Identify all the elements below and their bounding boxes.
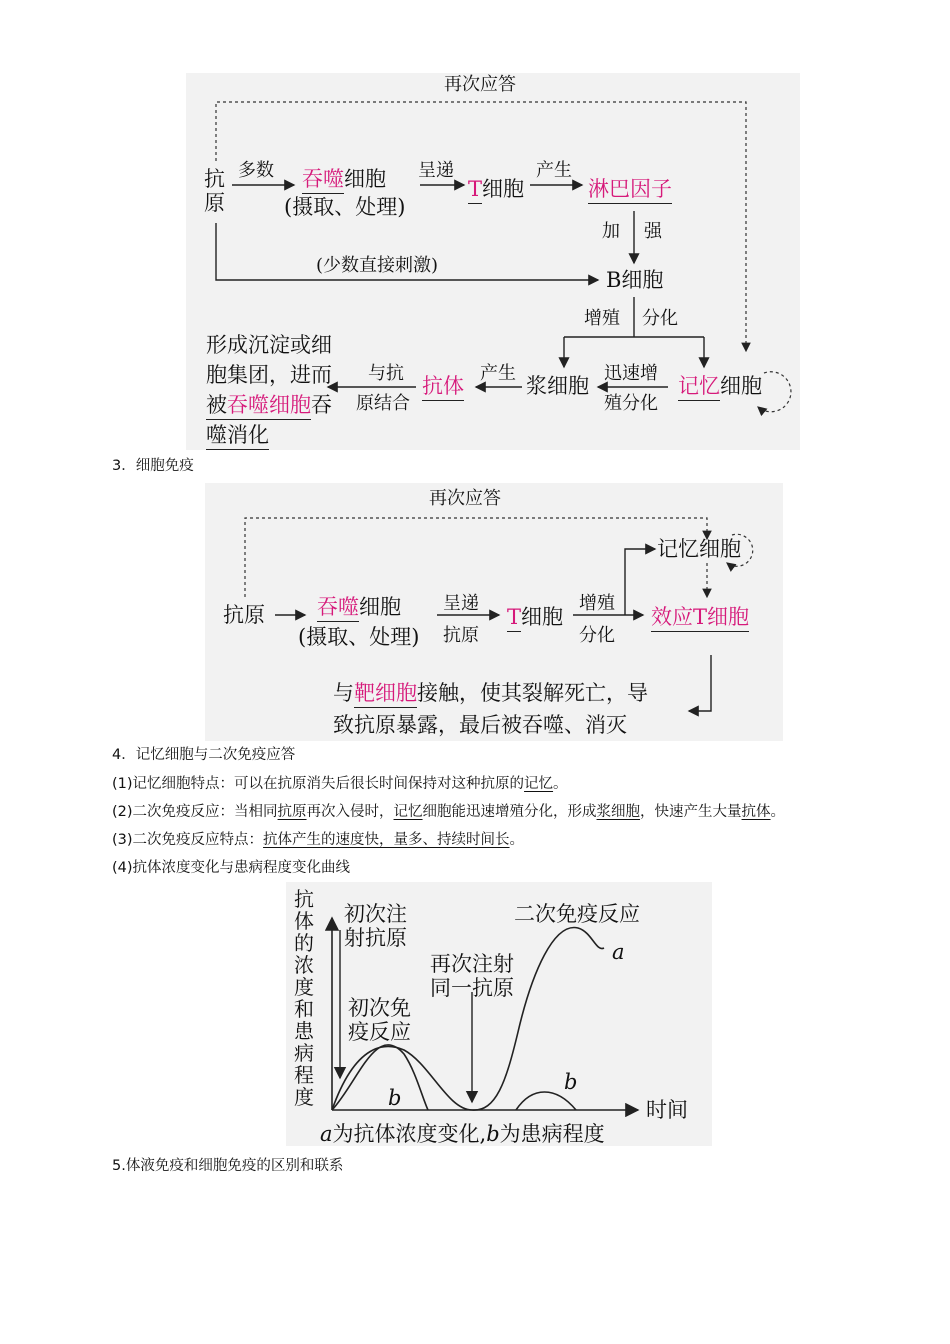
produce-label-2: 产生: [480, 363, 516, 384]
bind-antigen-label-a: 与抗: [368, 363, 404, 384]
majority-label: 多数: [238, 160, 274, 181]
present-label: 呈递: [418, 160, 454, 181]
curve-label-a: a: [612, 940, 625, 964]
effector-t-cell-label: 效应T细胞: [651, 607, 749, 628]
curve-b-second-illness: [516, 1092, 576, 1110]
result-line-3: 被吞噬细胞吞: [206, 395, 332, 416]
chart-caption: a为抗体浓度变化,b为患病程度: [320, 1122, 605, 1146]
antigen-label-top: 抗: [204, 167, 225, 191]
y-axis-label: 抗 体 的 浓 度 和 患 病 程 度: [294, 887, 314, 1109]
antigen-label-2: 抗原: [223, 603, 265, 627]
capture-process-label: (摄取、处理): [284, 195, 406, 219]
enhance-label-a: 加: [602, 221, 620, 242]
t-cell-label: T细胞: [468, 179, 524, 200]
phagocyte-label-2: 吞噬细胞: [317, 597, 401, 618]
memory-cell-label-2: 记忆细胞: [657, 537, 741, 561]
antibody-concentration-chart: [286, 882, 712, 1146]
b-cell-label: B细胞: [606, 268, 664, 292]
section-heading-comparison: 5.体液免疫和细胞免疫的区别和联系: [112, 1158, 344, 1174]
result-line-4: 噬消化: [206, 425, 269, 446]
bind-antigen-label-b: 原结合: [356, 393, 410, 414]
rapid-prolif-label-a: 迅速增: [604, 363, 658, 384]
memory-cell-label: 记忆细胞: [678, 376, 762, 397]
cellular-immunity-diagram: [205, 483, 783, 741]
annotation-first-inject-2: 射抗原: [344, 926, 407, 950]
differentiate-label: 分化: [642, 308, 678, 329]
humoral-immunity-diagram: [186, 73, 800, 450]
section-heading-cell-immunity: 3．细胞免疫: [112, 458, 194, 474]
result-line-2: 胞集团，进而: [206, 363, 332, 387]
annotation-first-response-2: 疫反应: [348, 1020, 411, 1044]
phagocyte-label: 吞噬细胞: [302, 169, 386, 190]
annotation-second-inject-1: 再次注射: [430, 952, 514, 976]
point-1-memory-trait: (1)记忆细胞特点：可以在抗原消失后很长时间保持对这种抗原的记忆。: [112, 776, 568, 792]
cellular-result-line-1: 与靶细胞接触，使其裂解死亡，导: [333, 683, 648, 704]
result-line-1: 形成沉淀或细: [206, 333, 332, 357]
lymphokine-label: 淋巴因子: [588, 179, 672, 200]
antibody-label: 抗体: [422, 376, 464, 397]
curve-label-b-second: b: [564, 1070, 578, 1094]
differentiate-label-2: 分化: [579, 625, 615, 646]
point-4-curve-title: (4)抗体浓度变化与患病程度变化曲线: [112, 860, 351, 876]
annotation-second-response: 二次免疫反应: [514, 902, 640, 926]
produce-label: 产生: [536, 160, 572, 181]
annotation-first-inject-1: 初次注: [344, 902, 407, 926]
antigen-label-bottom: 原: [204, 191, 225, 215]
annotation-first-response-1: 初次免: [348, 996, 411, 1020]
enhance-label-b: 强: [644, 221, 662, 242]
plasma-cell-label: 浆细胞: [526, 374, 589, 398]
proliferate-label-2: 增殖: [579, 593, 615, 614]
point-3-secondary-traits: (3)二次免疫反应特点：抗体产生的速度快，量多、持续时间长。: [112, 832, 525, 848]
t-cell-label-2: T细胞: [507, 607, 563, 628]
recall-response-label: 再次应答: [444, 74, 516, 95]
section-heading-memory-cells: 4．记忆细胞与二次免疫应答: [112, 747, 296, 763]
point-2-secondary-response: (2)二次免疫反应：当相同抗原再次入侵时，记忆细胞能迅速增殖分化，形成浆细胞，快速产生大量抗体。: [112, 804, 786, 820]
annotation-second-inject-2: 同一抗原: [430, 976, 514, 1000]
antigen-under-label: 抗原: [443, 625, 479, 646]
recall-response-label-2: 再次应答: [429, 488, 501, 509]
present-label-2: 呈递: [443, 593, 479, 614]
x-axis-label: 时间: [646, 1098, 688, 1122]
rapid-prolif-label-b: 殖分化: [604, 393, 658, 414]
cellular-result-line-2: 致抗原暴露，最后被吞噬、消灭: [333, 713, 627, 737]
proliferate-label: 增殖: [584, 308, 620, 329]
minority-label: (少数直接刺激): [316, 255, 439, 276]
curve-label-b-first: b: [388, 1086, 402, 1110]
capture-process-label-2: (摄取、处理): [298, 625, 420, 649]
